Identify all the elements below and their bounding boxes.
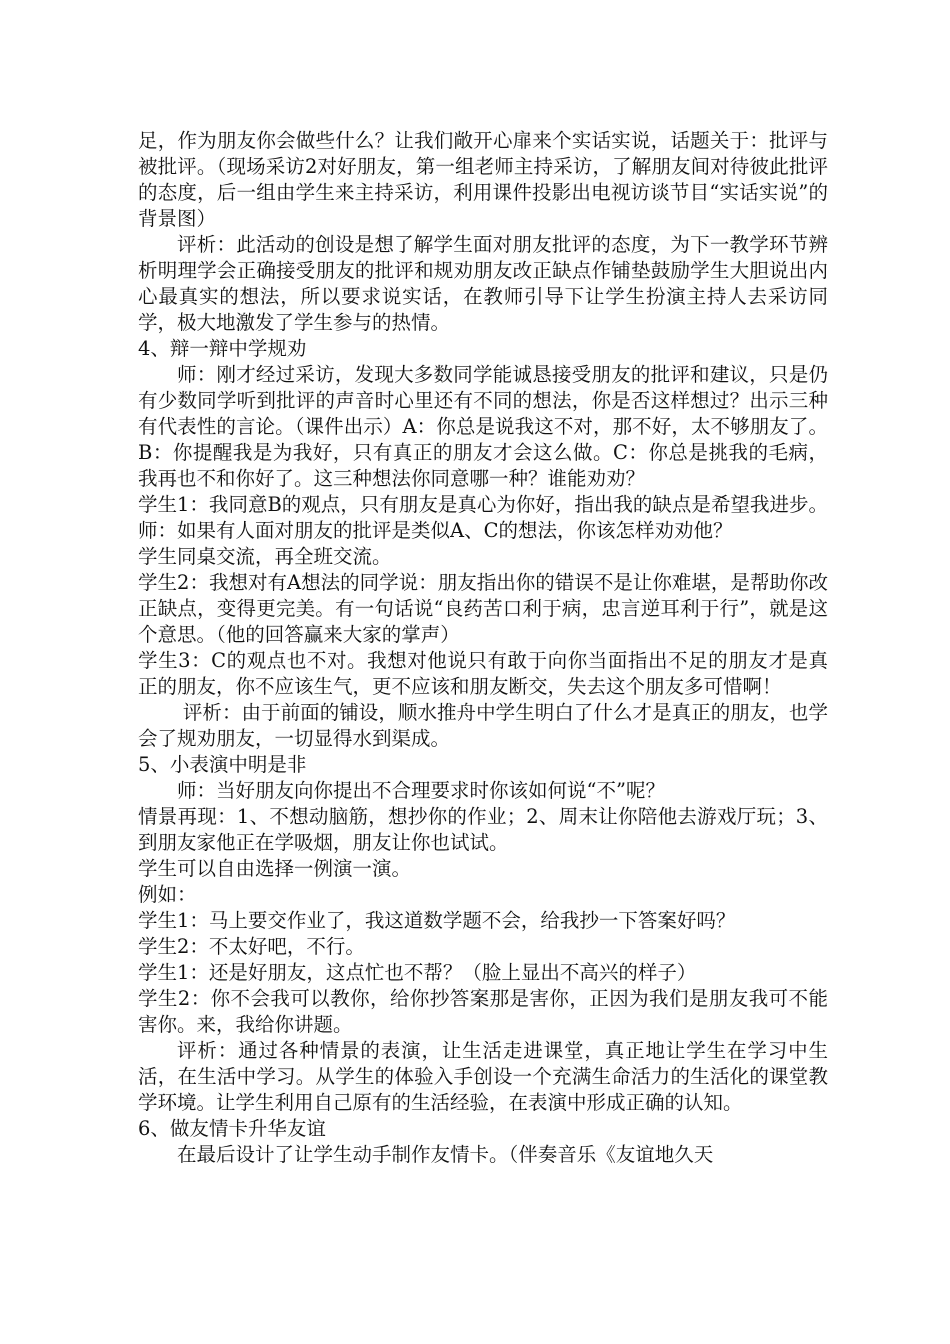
- paragraph-14: 例如：: [138, 883, 197, 906]
- paragraph-18: 学生2：你不会我可以教你，给你抄答案那是害你，正因为我们是朋友我可不能害你。来，我给你讲题。: [138, 987, 828, 1036]
- paragraph-5: 学生1：我同意B的观点，只有朋友是真心为你好，指出我的缺点是希望我进步。师：如果有人面对朋友的批评是类似A、C的想法，你该怎样劝劝他？: [138, 493, 828, 542]
- paragraph-7: 学生2：我想对有A想法的同学说：朋友指出你的错误不是让你难堪，是帮助你改正缺点，变得更完美。有一句话说“良药苦口利于病，忠言逆耳利于行”，就是这个意思。（他的回答赢来大家的掌声）: [138, 571, 828, 646]
- paragraph-12: 情景再现：1、不想动脑筋，想抄你的作业；2、周末让你陪他去游戏厅玩；3、到朋友家他正在学吸烟，朋友让你也试试。: [138, 805, 828, 854]
- paragraph-19: 评析：通过各种情景的表演，让生活走进课堂，真正地让学生在学习中生活，在生活中学习。从学生的体验入手创设一个充满生命活力的生活化的课堂教学环境。让学生利用自己原有的生活经验，在表演中形成正确的认知。: [138, 1039, 828, 1114]
- paragraph-6: 学生同桌交流，再全班交流。: [138, 545, 392, 568]
- paragraph-9: 评析：由于前面的铺设，顺水推舟中学生明白了什么才是真正的朋友，也学会了规劝朋友，一切显得水到渠成。: [138, 701, 828, 750]
- document-body: [138, 128, 828, 1168]
- paragraph-2: 评析：此活动的创设是想了解学生面对朋友批评的态度，为下一教学环节辨析明理学会正确接受朋友的批评和规劝朋友改正缺点作铺垫鼓励学生大胆说出内心最真实的想法，所以要求说实话，在教师引导下让学生扮演主持人去采访同学，极大地激发了学生参与的热情。: [138, 233, 828, 334]
- paragraph-13: 学生可以自由选择一例演一演。: [138, 857, 412, 880]
- paragraph-11: 师：当好朋友向你提出不合理要求时你该如何说“不”呢？: [177, 779, 665, 802]
- paragraph-1: 足，作为朋友你会做些什么？让我们敞开心扉来个实话实说，话题关于：批评与被批评。（现场采访2对好朋友，第一组老师主持采访，了解朋友间对待彼此批评的态度，后一组由学生来主持采访，利用课件投影出电视访谈节目“实话实说”的背景图）: [138, 129, 828, 230]
- paragraph-20: 6、做友情卡升华友谊: [138, 1117, 326, 1140]
- paragraph-3: 4、辩一辩中学规劝: [138, 337, 307, 360]
- paragraph-8: 学生3：C的观点也不对。我想对他说只有敢于向你当面指出不足的朋友才是真正的朋友，你不应该生气，更不应该和朋友断交，失去这个朋友多可惜啊！: [138, 649, 828, 698]
- paragraph-4: 师：刚才经过采访，发现大多数同学能诚恳接受朋友的批评和建议，只是仍有少数同学听到批评的声音时心里还有不同的想法，你是否这样想过？出示三种有代表性的言论。（课件出示）A：你总是说我这不对，那不好，太不够朋友了。B：你提醒我是为我好，只有真正的朋友才会这么做。C：你总是挑我的毛病，我再也不和你好了。这三种想法你同意哪一种？谁能劝劝？: [138, 363, 828, 490]
- paragraph-16: 学生2：不太好吧，不行。: [138, 935, 365, 958]
- paragraph-10: 5、小表演中明是非: [138, 753, 307, 776]
- paragraph-21: 在最后设计了让学生动手制作友情卡。（伴奏音乐《友谊地久天: [177, 1143, 714, 1166]
- paragraph-15: 学生1：马上要交作业了，我这道数学题不会，给我抄一下答案好吗？: [138, 909, 736, 932]
- paragraph-17: 学生1：还是好朋友，这点忙也不帮？（脸上显出不高兴的样子）: [138, 961, 697, 984]
